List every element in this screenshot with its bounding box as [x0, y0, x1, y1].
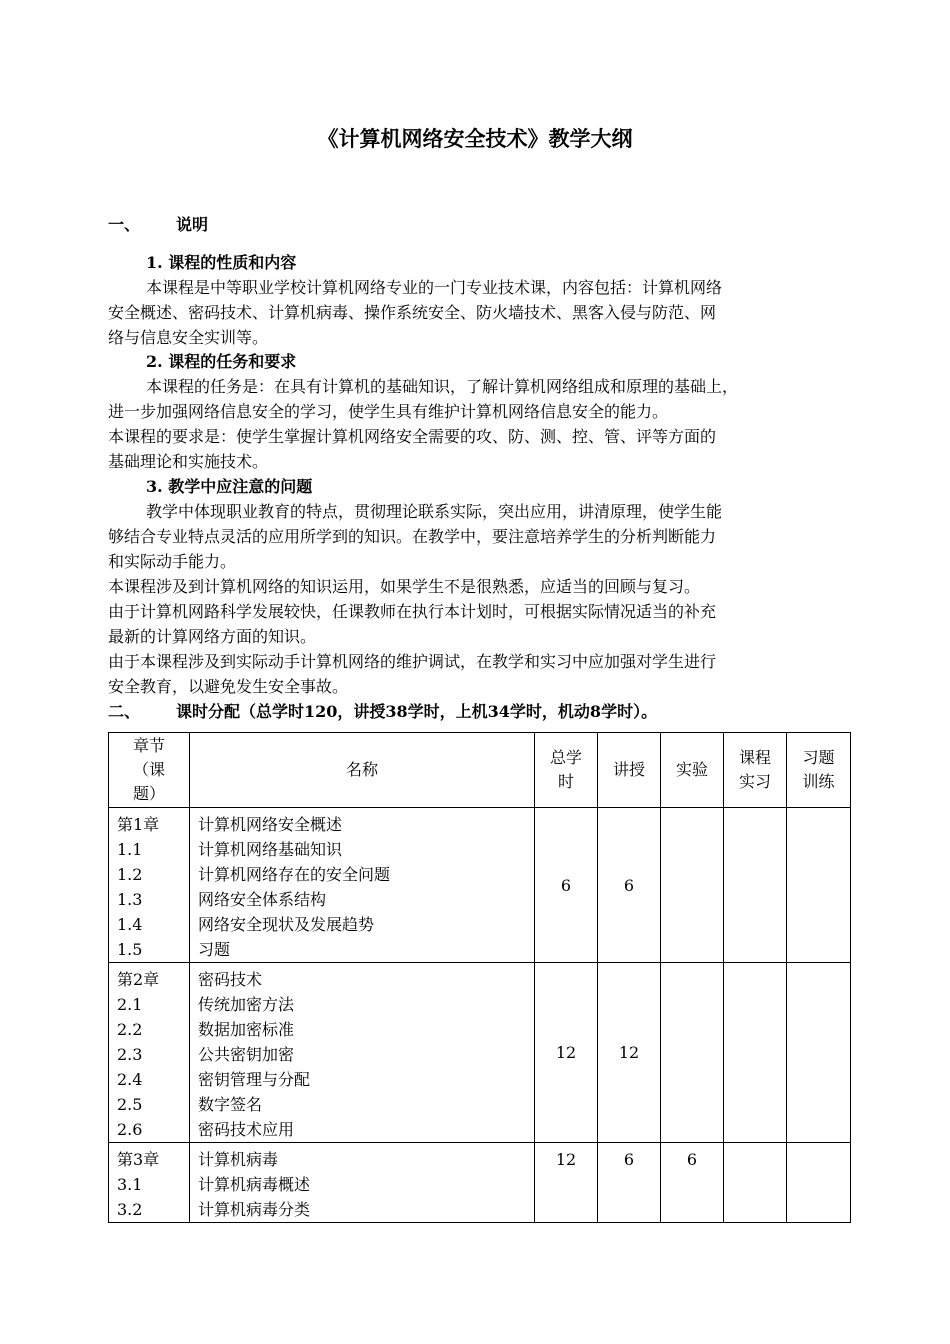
section-2-heading	[108, 699, 848, 724]
header-exercise-line: 习题	[802, 748, 835, 767]
chapter-code: 1.3	[117, 890, 143, 909]
header-chapter-line: （课	[132, 760, 165, 779]
chapter-name: 计算机网络安全概述	[198, 815, 343, 834]
chapter-name: 计算机网络存在的安全问题	[198, 865, 391, 884]
practice-hours-cell	[724, 808, 787, 963]
header-total-hours	[535, 733, 598, 808]
paragraph-line: 够结合专业特点灵活的应用所学到的知识。在教学中，要注意培养学生的分析判断能力	[108, 527, 717, 546]
paragraph-line: 和实际动手能力。	[108, 552, 237, 571]
header-practice-line: 课程	[738, 748, 771, 767]
subsection-1-title: 1. 课程的性质和内容	[146, 253, 297, 272]
section-1-title: 说明	[176, 215, 209, 234]
section-2-number: 二、	[108, 702, 141, 721]
practice-hours-cell	[724, 1143, 787, 1223]
total-hours-cell: 12	[535, 1143, 598, 1223]
chapter-code: 2.2	[117, 1020, 143, 1039]
chapter-codes	[109, 963, 190, 1143]
subsection-2-title: 2. 课程的任务和要求	[146, 352, 297, 371]
header-chapter	[109, 733, 190, 808]
paragraph-line: 最新的计算网络方面的知识。	[108, 627, 317, 646]
chapter-name: 数据加密标准	[198, 1020, 295, 1039]
practice-hours-cell	[724, 963, 787, 1143]
header-exercise	[787, 733, 851, 808]
chapter-code: 第1章	[117, 815, 160, 834]
paragraph-line: 本课程是中等职业学校计算机网络专业的一门专业技术课，内容包括：计算机网络	[146, 278, 723, 297]
chapter-name: 计算机病毒分类	[198, 1200, 311, 1219]
section-1-number: 一、	[108, 215, 141, 234]
chapter-name: 传统加密方法	[198, 995, 295, 1014]
lecture-hours-cell: 6	[598, 1143, 661, 1223]
chapter-code: 2.3	[117, 1045, 143, 1064]
chapter-code: 3.2	[117, 1200, 143, 1219]
chapter-code: 2.1	[117, 995, 143, 1014]
chapter-name: 计算机网络基础知识	[198, 840, 343, 859]
chapter-code: 2.6	[117, 1120, 143, 1139]
table-row	[109, 808, 851, 963]
section-2-title: 课时分配（总学时120，讲授38学时，上机34学时，机动8学时）。	[176, 702, 658, 721]
chapter-code: 1.4	[117, 915, 143, 934]
chapter-name: 网络安全现状及发展趋势	[198, 915, 375, 934]
header-total-line: 时	[557, 772, 574, 791]
lab-hours-cell	[661, 963, 724, 1143]
chapter-code: 第2章	[117, 970, 160, 989]
total-hours-cell: 6	[535, 808, 598, 963]
chapter-name: 计算机病毒	[198, 1150, 279, 1169]
header-practice	[724, 733, 787, 808]
lecture-hours-cell: 12	[598, 963, 661, 1143]
exercise-hours-cell	[787, 1143, 851, 1223]
lab-hours-cell	[661, 808, 724, 963]
schedule-table	[108, 732, 851, 1223]
table-row	[109, 963, 851, 1143]
chapter-code: 1.5	[117, 940, 143, 959]
chapter-code: 1.1	[117, 840, 143, 859]
header-exercise-line: 训练	[802, 772, 835, 791]
chapter-names	[190, 808, 535, 963]
chapter-name: 习题	[198, 940, 231, 959]
paragraph-line: 络与信息安全实训等。	[108, 328, 269, 347]
paragraph-line: 由于本课程涉及到实际动手计算机网络的维护调试，在教学和实习中应加强对学生进行	[108, 652, 717, 671]
lecture-hours-cell: 6	[598, 808, 661, 963]
chapter-code: 2.4	[117, 1070, 143, 1089]
lab-hours-cell: 6	[661, 1143, 724, 1223]
paragraph-line: 本课程的任务是：在具有计算机的基础知识，了解计算机网络组成和原理的基础上，	[146, 377, 739, 396]
header-chapter-line: 章节	[132, 736, 165, 755]
chapter-codes	[109, 1143, 190, 1223]
header-lecture: 讲授	[598, 733, 661, 808]
header-total-line: 总学	[549, 748, 582, 767]
total-hours-cell: 12	[535, 963, 598, 1143]
table-row	[109, 1143, 851, 1223]
chapter-name: 数字签名	[198, 1095, 263, 1114]
table-header-row	[109, 733, 851, 808]
chapter-code: 1.2	[117, 865, 143, 884]
header-practice-line: 实习	[738, 772, 771, 791]
subsection-3-title: 3. 教学中应注意的问题	[146, 477, 313, 496]
section-1-heading	[108, 212, 848, 237]
chapter-name: 密钥管理与分配	[198, 1070, 311, 1089]
header-chapter-line: 题）	[132, 784, 165, 803]
chapter-code: 2.5	[117, 1095, 143, 1114]
paragraph-line: 本课程的要求是：使学生掌握计算机网络安全需要的攻、防、测、控、管、评等方面的	[108, 427, 717, 446]
paragraph-line: 教学中体现职业教育的特点，贯彻理论联系实际，突出应用，讲清原理，使学生能	[146, 502, 723, 521]
paragraph-line: 安全教育，以避免发生安全事故。	[108, 677, 349, 696]
chapter-name: 计算机病毒概述	[198, 1175, 311, 1194]
paragraph-line: 本课程涉及到计算机网络的知识运用，如果学生不是很熟悉，应适当的回顾与复习。	[108, 577, 701, 596]
exercise-hours-cell	[787, 963, 851, 1143]
chapter-names	[190, 1143, 535, 1223]
paragraph-line: 安全概述、密码技术、计算机病毒、操作系统安全、防火墙技术、黑客入侵与防范、网	[108, 303, 717, 322]
header-lab: 实验	[661, 733, 724, 808]
chapter-name: 密码技术	[198, 970, 263, 989]
paragraph-line: 由于计算机网路科学发展较快，任课教师在执行本计划时，可根据实际情况适当的补充	[108, 602, 717, 621]
paragraph-line: 基础理论和实施技术。	[108, 452, 269, 471]
paragraph-line: 进一步加强网络信息安全的学习，使学生具有维护计算机网络信息安全的能力。	[108, 402, 669, 421]
chapter-name: 公共密钥加密	[198, 1045, 295, 1064]
chapter-names	[190, 963, 535, 1143]
document-title: 《计算机网络安全技术》教学大纲	[317, 126, 633, 151]
chapter-name: 密码技术应用	[198, 1120, 295, 1139]
chapter-code: 第3章	[117, 1150, 160, 1169]
exercise-hours-cell	[787, 808, 851, 963]
header-name: 名称	[190, 733, 535, 808]
chapter-name: 网络安全体系结构	[198, 890, 327, 909]
chapter-code: 3.1	[117, 1175, 143, 1194]
chapter-codes	[109, 808, 190, 963]
